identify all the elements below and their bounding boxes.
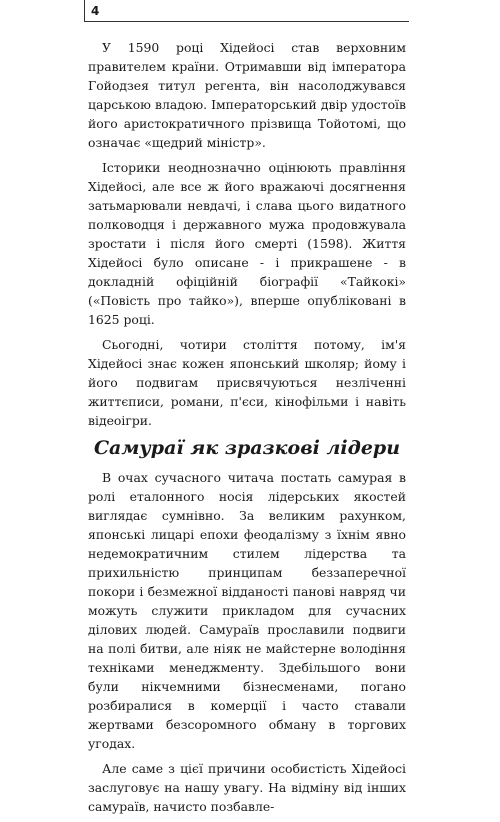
header-corner-line xyxy=(84,0,85,21)
paragraph: В очах сучасного читача постать самурая в ролі еталонного носія лідерських якостей виглядає сумнівно. За великим рахунком, японські лицарі епохи феодалізму з їхнім явно недемократичним стилем лідерства та прихильністю принципам беззаперечної покори і безмежної відданості панові навряд чи можуть служити прикладом для сучасних ділових людей. Самураїв прославили подвиги на полі битви, але ніяк не майстерне володіння техніками менеджменту. Здебільшого вони були нікчемними бізнесменами, погано розбиралися в комерції і часто ставали жертвами безсоромного обману в торгових угодах. xyxy=(88,470,406,751)
paragraph: Але саме з цієї причини особистість Хідейосі заслуговує на нашу увагу. На відміну від інших самураїв, начисто позбавле- xyxy=(88,761,406,814)
page-body xyxy=(88,38,406,822)
paragraph: Історики неоднозначно оцінюють правління Хідейосі, але все ж його вражаючі досягнення затьмарювали невдачі, і слава цього видатного полководця і державного мужа продовжувала зростати і після його смерті (1598). Життя Хідейосі було описане - і прикрашене - в докладній офіційній біографії «Тайкокі» («Повість про тайко»), вперше опубліковані в 1625 році. xyxy=(88,160,406,327)
header-rule xyxy=(84,21,409,22)
page-number: 4 xyxy=(91,4,100,18)
section-heading: Самураї як зразкові лідери xyxy=(93,437,401,459)
paragraph: Сьогодні, чотири століття потому, ім'я Хідейосі знає кожен японський школяр; йому і його подвигам присвячуються незліченні життєписи, романи, п'єси, кінофільми і навіть відеоігри. xyxy=(88,337,406,428)
paragraph: У 1590 році Хідейосі став верховним правителем країни. Отримавши від імператора Гойодзея титул регента, він насолоджувався царською владою. Імператорський двір удостоїв його аристократичного прізвища Тойотомі, що означає «щедрий міністр». xyxy=(88,40,406,150)
